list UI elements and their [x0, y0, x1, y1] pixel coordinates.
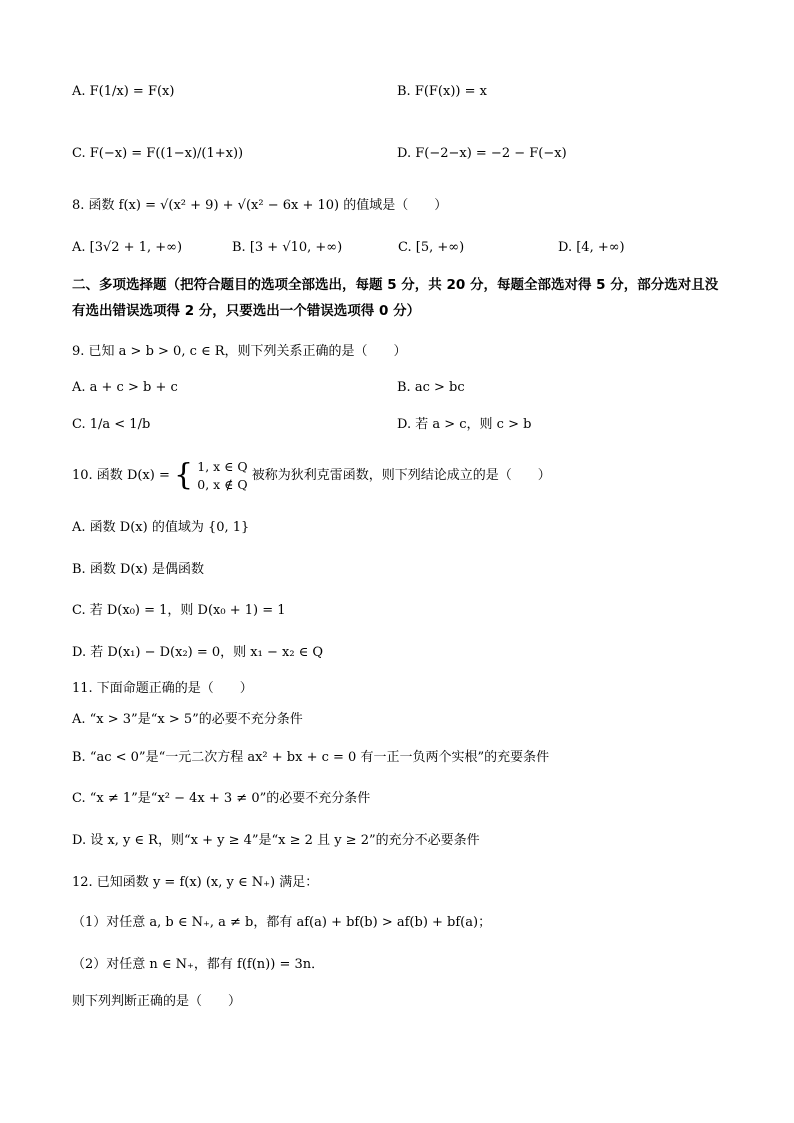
q10-suffix: 被称为狄利克雷函数，则下列结论成立的是（ ） [251, 468, 551, 483]
q10-piecewise [197, 458, 247, 494]
q10-prefix: 10. 函数 D(x) = [72, 468, 170, 483]
q12-condition-2: （2）对任意 n ∈ N₊，都有 f(f(n)) = 3n． [72, 957, 325, 972]
q11-option-d: D. 设 x, y ∈ R，则“x + y ≥ 4”是“x ≥ 2 且 y ≥ 2”的充分不必要条件 [72, 833, 480, 848]
q11-option-a: A. “x > 3”是“x > 5”的必要不充分条件 [72, 712, 303, 727]
q11-option-b: B. “ac < 0”是“一元二次方程 ax² + bx + c = 0 有一正一负两个实根”的充要条件 [72, 750, 550, 765]
q10-option-d: D. 若 D(x₁) − D(x₂) = 0，则 x₁ − x₂ ∈ Q [72, 645, 324, 660]
q12-condition-1: （1）对任意 a, b ∈ N₊, a ≠ b，都有 af(a) + bf(b) > af(b) + bf(a)； [72, 915, 492, 930]
q10-piece-2: 0, x ∉ Q [197, 476, 248, 492]
q12-question: 则下列判断正确的是（ ） [72, 994, 242, 1009]
q9-option-d: D. 若 a > c，则 c > b [397, 417, 532, 432]
q12-stem: 12. 已知函数 y = f(x) (x, y ∈ N₊) 满足： [72, 875, 319, 890]
q8-option-d: D. [4, +∞) [558, 240, 625, 255]
q10-option-b: B. 函数 D(x) 是偶函数 [72, 562, 204, 577]
q11-option-c: C. “x ≠ 1”是“x² − 4x + 3 ≠ 0”的必要不充分条件 [72, 791, 371, 806]
q8-option-c: C. [5, +∞) [398, 240, 465, 255]
q10-option-a: A. 函数 D(x) 的值域为 {0, 1} [72, 520, 250, 535]
q11-stem: 11. 下面命题正确的是（ ） [72, 681, 253, 696]
q7-option-c: C. F(−x) = F((1−x)/(1+x)) [72, 146, 244, 161]
q7-option-a: A. F(1/x) = F(x) [72, 84, 175, 99]
q7-option-d: D. F(−2−x) = −2 − F(−x) [397, 146, 567, 161]
section-heading-multiple-choice: 二、多项选择题（把符合题目的选项全部选出，每题 5 分，共 20 分，每题全部选对得 5 分，部分选对且没有选出错误选项得 2 分，只要选出一个错误选项得 0 分） [72, 277, 719, 319]
q9-option-a: A. a + c > b + c [72, 380, 178, 395]
q10-piece-1: 1, x ∈ Q [197, 458, 248, 474]
q10-stem [72, 456, 551, 496]
q8-stem: 8. 函数 f(x) = √(x² + 9) + √(x² − 6x + 10) 的值域是（ ） [72, 198, 448, 213]
q9-stem: 9. 已知 a > b > 0, c ∈ R，则下列关系正确的是（ ） [72, 344, 407, 359]
q8-option-a: A. [3√2 + 1, +∞) [72, 240, 183, 255]
brace-symbol: { [174, 457, 194, 493]
q7-option-b: B. F(F(x)) = x [397, 84, 487, 99]
q8-option-b: B. [3 + √10, +∞) [232, 240, 343, 255]
q9-option-b: B. ac > bc [397, 380, 465, 395]
q10-option-c: C. 若 D(x₀) = 1，则 D(x₀ + 1) = 1 [72, 603, 286, 618]
q9-option-c: C. 1/a < 1/b [72, 417, 151, 432]
